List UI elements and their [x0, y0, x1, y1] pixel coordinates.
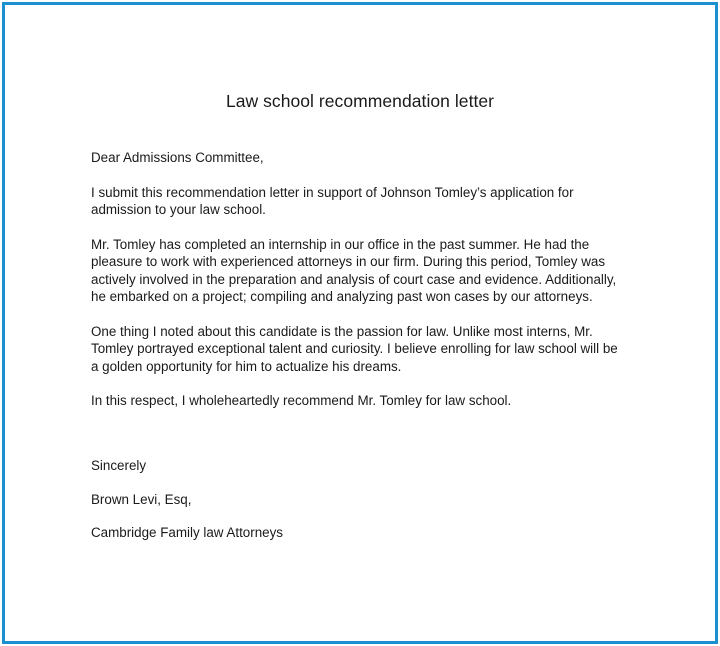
paragraph-internship: Mr. Tomley has completed an internship in our office in the past summer. He had the pleasure to work with experienced attorneys in our firm. During this period, Tomley was actively involved in the preparation and analysis of court case and evidence. Additionally, he embarked on a project; compiling and analyzing past won cases by our attorneys. [91, 236, 617, 304]
letter-title: Law school recommendation letter [225, 91, 495, 111]
paragraph-introduction: I submit this recommendation letter in support of Johnson Tomley’s application for admission to your law school. [91, 184, 574, 217]
signer-firm: Cambridge Family law Attorneys [91, 525, 283, 540]
signature-block [91, 457, 283, 558]
salutation: Dear Admissions Committee, [91, 150, 264, 165]
letter-body [91, 149, 651, 427]
closing: Sincerely [91, 458, 147, 473]
signer-name: Brown Levi, Esq, [91, 491, 192, 507]
paragraph-recommendation: In this respect, I wholeheartedly recommend Mr. Tomley for law school. [91, 393, 512, 408]
document-frame [2, 2, 718, 644]
paragraph-passion: One thing I noted about this candidate is the passion for law. Unlike most interns, Mr. Tomley portrayed exceptional talent and curiosity. I believe enrolling for law school will be a golden opportunity for him to actualize his dreams. [91, 323, 618, 374]
